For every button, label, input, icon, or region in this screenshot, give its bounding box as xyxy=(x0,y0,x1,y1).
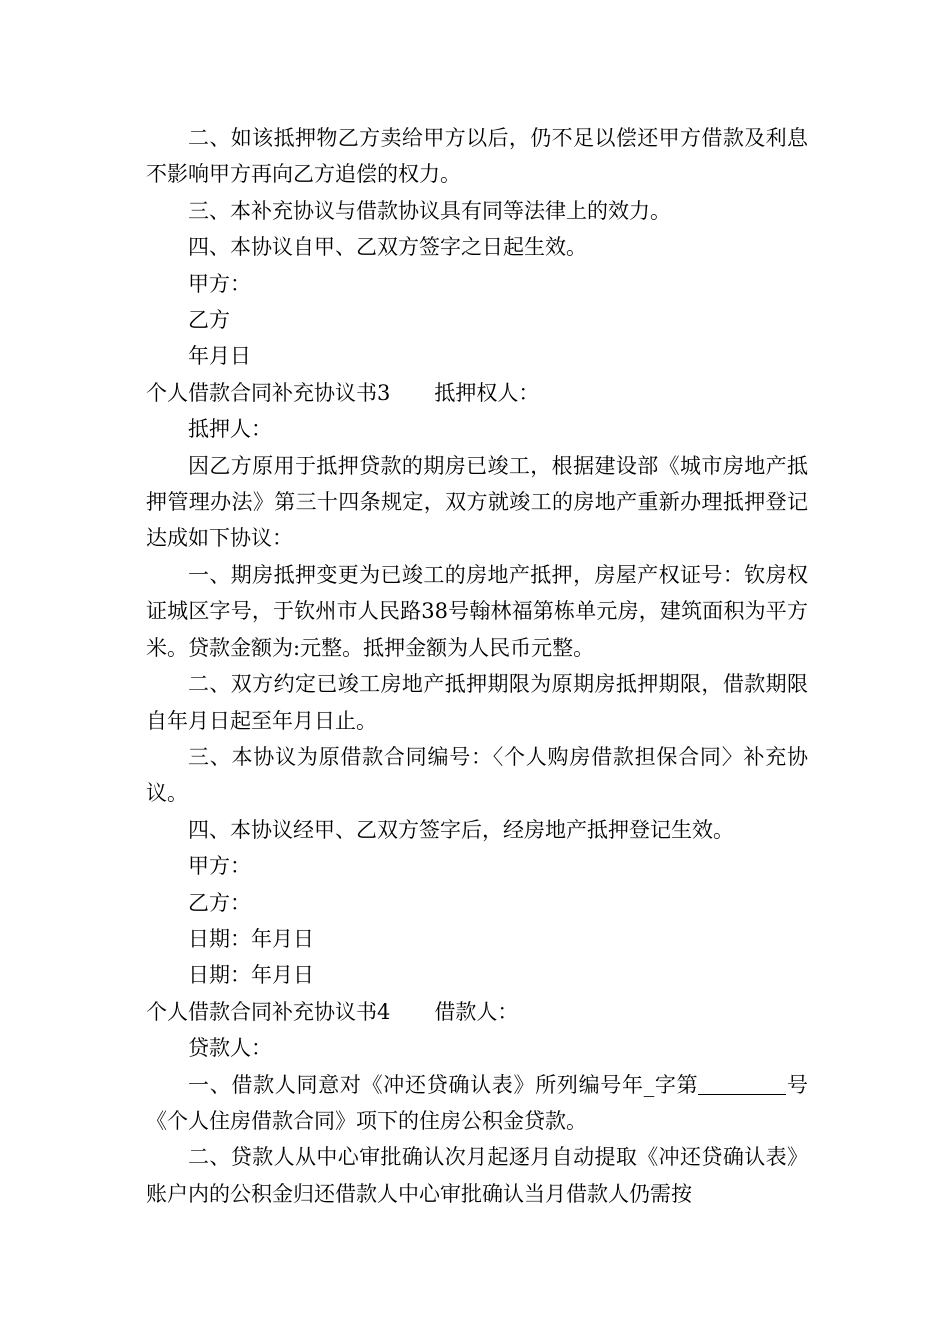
section-heading xyxy=(146,994,808,1030)
document-body xyxy=(146,120,808,1212)
paragraph: 三、本协议为原借款合同编号：〈个人购房借款担保合同〉补充协议。 xyxy=(146,744,808,806)
lender-label: 贷款人： xyxy=(188,1036,272,1061)
section-title: 个人借款合同补充协议书3 xyxy=(146,380,391,405)
paragraph: 二、双方约定已竣工房地产抵押期限为原期房抵押期限，借款期限自年月日起至年月日止。 xyxy=(146,672,808,733)
mortgagee-label: 抵押权人： xyxy=(434,380,540,405)
paragraph: 四、本协议自甲、乙双方签字之日起生效。 xyxy=(188,235,587,260)
paragraph: 四、本协议经甲、乙双方签字后，经房地产抵押登记生效。 xyxy=(188,817,734,842)
fill-in-blank xyxy=(698,1073,786,1095)
borrower-label: 借款人： xyxy=(434,999,519,1024)
mortgagor-label: 抵押人： xyxy=(188,417,272,442)
signature-party-a: 甲方： xyxy=(188,271,251,296)
signature-party-b: 乙方： xyxy=(188,890,251,915)
signature-party-a: 甲方： xyxy=(188,854,251,879)
signature-party-b: 乙方 xyxy=(188,308,230,333)
paragraph-text: 一、借款人同意对《冲还贷确认表》所列编号年_字第 xyxy=(188,1072,699,1097)
section-title: 个人借款合同补充协议书4 xyxy=(146,999,391,1024)
paragraph: 二、如该抵押物乙方卖给甲方以后，仍不足以偿还甲方借款及利息不影响甲方再向乙方追偿的权力。 xyxy=(146,126,808,187)
paragraph: 三、本补充协议与借款协议具有同等法律上的效力。 xyxy=(188,198,671,223)
signature-date: 日期：年月日 xyxy=(188,963,314,988)
paragraph: 二、贷款人从中心审批确认次月起逐月自动提取《冲还贷确认表》账户内的公积金归还借款人中心审批确认当月借款人仍需按 xyxy=(146,1145,808,1206)
paragraph-text: 号《个人住房借款合同》项下的住房公积金贷款。 xyxy=(146,1072,809,1133)
signature-date: 日期：年月日 xyxy=(188,926,314,951)
paragraph: 一、期房抵押变更为已竣工的房地产抵押，房屋产权证号：钦房权证城区字号，于钦州市人民路38号翰林福第栋单元房，建筑面积为平方米。贷款金额为:元整。抵押金额为人民币元整。 xyxy=(146,562,808,660)
signature-date: 年月日 xyxy=(188,344,251,369)
section-heading xyxy=(146,375,808,411)
paragraph xyxy=(146,1067,808,1140)
paragraph: 因乙方原用于抵押贷款的期房已竣工，根据建设部《城市房地产抵押管理办法》第三十四条规定，双方就竣工的房地产重新办理抵押登记达成如下协议： xyxy=(146,453,808,551)
